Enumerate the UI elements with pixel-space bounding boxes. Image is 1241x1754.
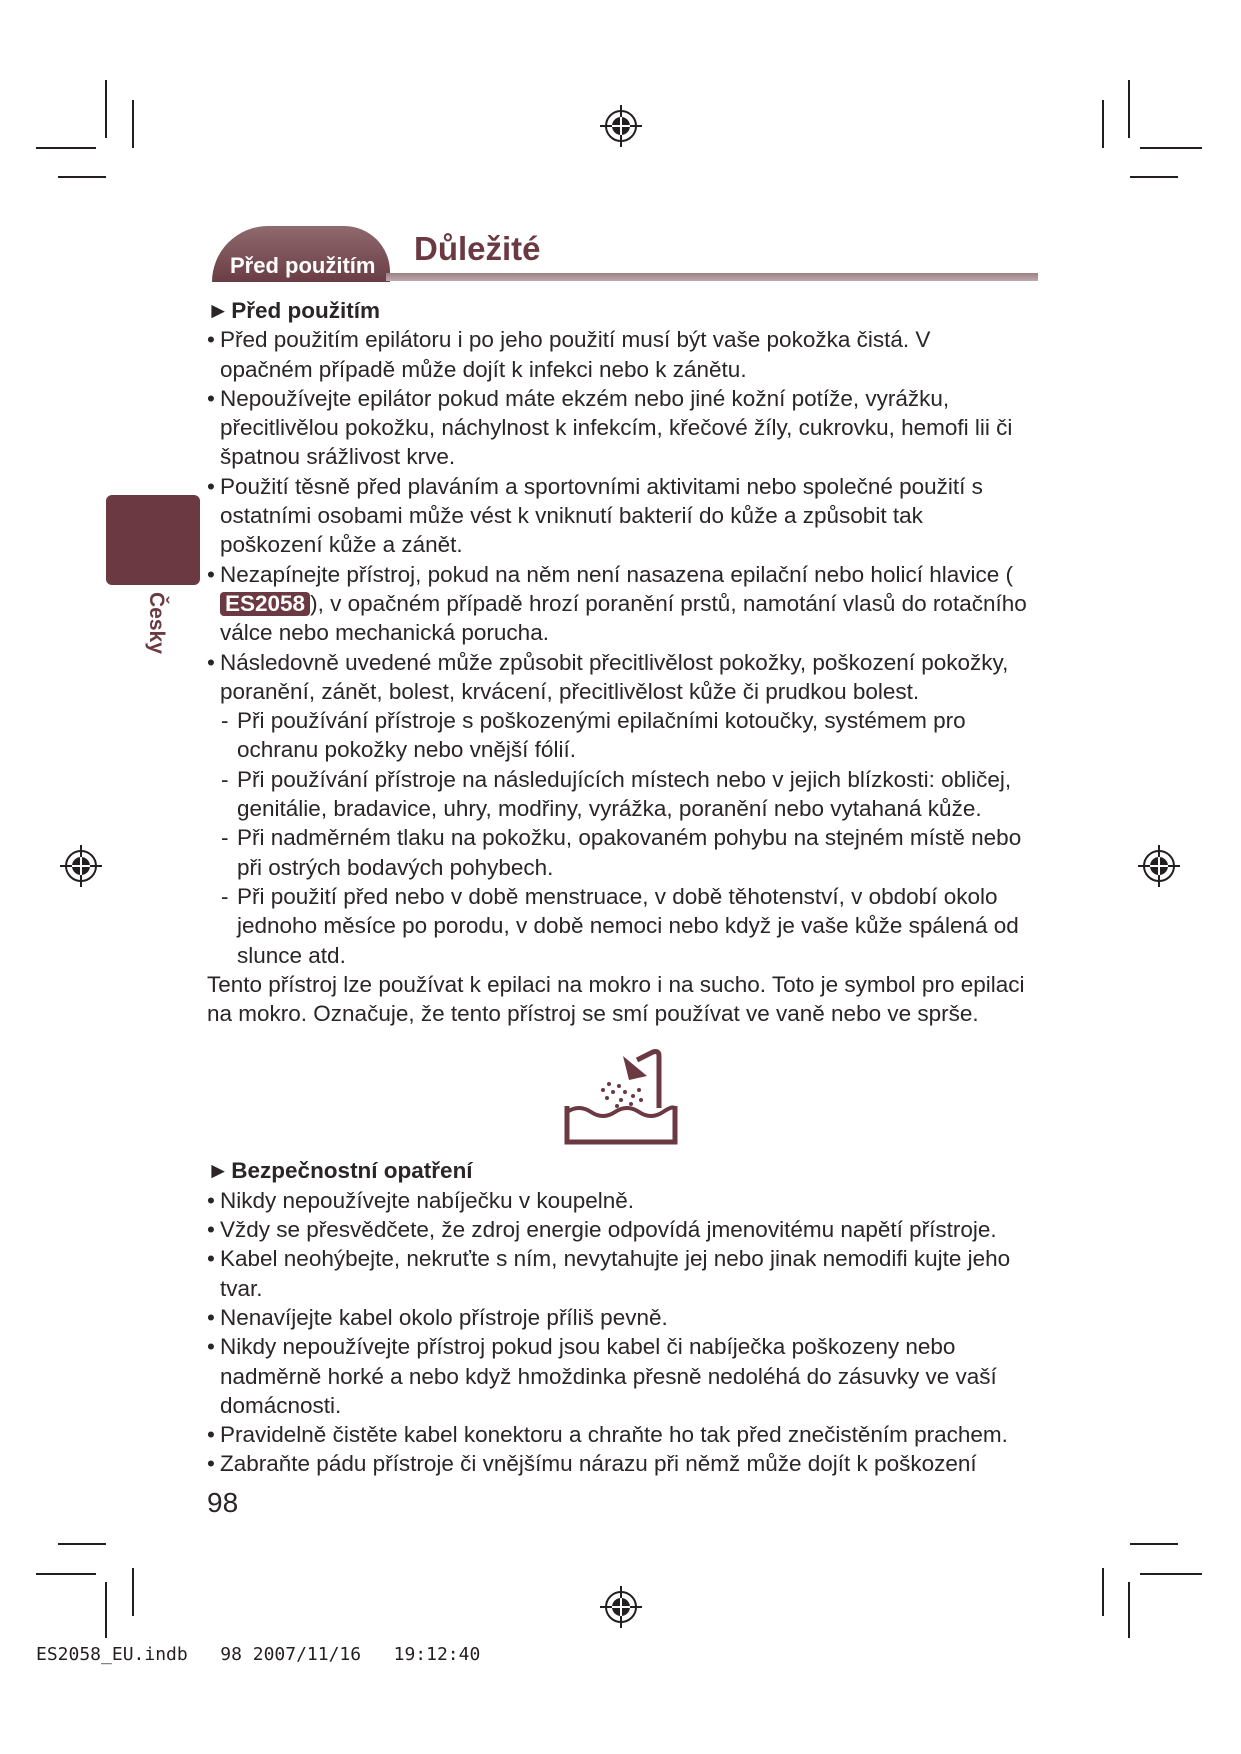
list-item: • Před použitím epilátoru i po jeho použití musí být vaše pokožka čistá. V opačném případě může dojít k infekci nebo k zánětu. bbox=[207, 327, 931, 382]
list-item: • Nezapínejte přístroj, pokud na něm není nasazena epilační nebo holicí hlavice (ES2058 ), v opačném případě hrozí poranění prstů, namotání vlasů do rotačního válce nebo mechanická porucha. bbox=[207, 561, 1027, 646]
page-title: Důležité bbox=[414, 230, 541, 267]
section-tab-label: Před použitím bbox=[230, 253, 376, 278]
list-item: • Nepoužívejte epilátor pokud máte ekzém nebo jiné kožní potíže, vyrážku, přecitlivělou pokožku, náchylnost k infekcím, křečové žíly, cukrovku, hemofi lii či špatnou srážlivost krve. bbox=[207, 385, 1013, 470]
registration-mark-icon bbox=[1138, 845, 1180, 887]
model-badge: ES2058 bbox=[220, 592, 310, 616]
language-tab-label: Česky bbox=[145, 592, 168, 654]
print-slug: ES2058_EU.indb 98 2007/11/16 19:12:40 bbox=[36, 1644, 481, 1665]
main-content bbox=[207, 296, 1027, 1479]
wet-dry-note: Tento přístroj lze používat k epilaci na mokro i na sucho. Toto je symbol pro epilaci na mokro. Označuje, že tento přístroj se smí používat ve vaně nebo ve sprše. bbox=[207, 971, 1025, 1027]
sub-list-item: - Při nadměrném tlaku na pokožku, opakovaném pohybu na stejném místě nebo při ostrých bodavých pohybech. bbox=[221, 825, 1022, 880]
list-item: • Následovně uvedené může způsobit přecitlivělost pokožky, poškození pokožky, poranění, zánět, bolest, krvácení, přecitlivělost kůže či prudkou bolest. bbox=[207, 649, 1009, 704]
list-item: • Použití těsně před plaváním a sportovními aktivitami nebo společné použití s ostatními osobami může vést k vniknutí bakterií do kůže a způsobit tak poškození kůže a zánět. bbox=[207, 473, 983, 558]
registration-mark-icon bbox=[600, 1586, 642, 1628]
list-item: • Nikdy nepoužívejte nabíječku v koupelně. bbox=[207, 1187, 635, 1213]
list-item: • Zabraňte pádu přístroje či vnějšímu nárazu při němž může dojít k poškození bbox=[207, 1451, 977, 1477]
language-tab-block bbox=[106, 495, 200, 585]
registration-mark-icon bbox=[600, 105, 642, 147]
section-heading-before-use: ►Před použitím bbox=[207, 296, 1027, 325]
list-item: • Vždy se přesvědčete, že zdroj energie odpovídá jmenovitému napětí přístroje. bbox=[207, 1217, 997, 1243]
sub-list-item: - Při používání přístroje na následujících místech nebo v jejich blízkosti: obličej, genitálie, bradavice, uhry, modřiny, vyrážka, poranění nebo vytahaná kůže. bbox=[221, 766, 1012, 822]
list-item: • Nikdy nepoužívejte přístroj pokud jsou kabel či nabíječka poškozeny nebo nadměrně horké a nebo když hmoždinka přesně nedoléhá do zásuvky ve vaší domácnosti. bbox=[207, 1334, 997, 1418]
registration-mark-icon bbox=[60, 845, 102, 887]
list-item: • Kabel neohýbejte, nekruťte s ním, nevytahujte jej nebo jinak nemodifi kujte jeho tvar. bbox=[207, 1246, 1011, 1301]
sub-list-item: - Při použití před nebo v době menstruace, v době těhotenství, v období okolo jednoho měsíce po porodu, v době nemoci nebo když je vaše kůže spálená od slunce atd. bbox=[221, 883, 1019, 968]
sub-list-item: - Při používání přístroje s poškozenými epilačními kotoučky, systémem pro ochranu pokožky nebo vnější fólií. bbox=[221, 708, 966, 763]
list-item: • Nenavíjejte kabel okolo přístroje příliš pevně. bbox=[207, 1304, 668, 1330]
section-heading-safety: ►Bezpečnostní opatření bbox=[207, 1156, 1027, 1185]
triangle-arrow-icon: ► bbox=[207, 298, 230, 323]
triangle-arrow-icon: ► bbox=[207, 1158, 230, 1184]
page-number: 98 bbox=[207, 1487, 239, 1518]
list-item: • Pravidelně čistěte kabel konektoru a chraňte ho tak před znečistěním prachem. bbox=[207, 1422, 1008, 1448]
bath-shower-icon bbox=[559, 1046, 679, 1146]
title-underline bbox=[386, 273, 1038, 281]
